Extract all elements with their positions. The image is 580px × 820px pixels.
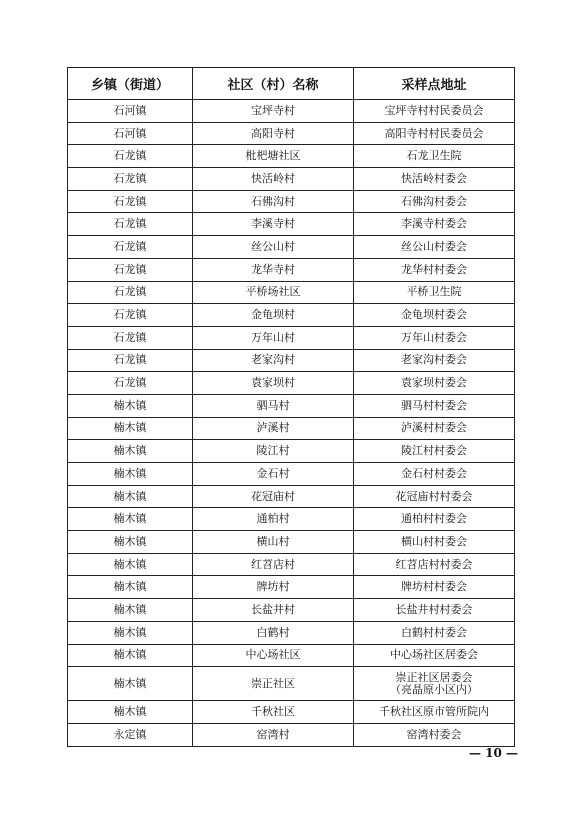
cell-town-text: 石河镇 <box>113 126 147 140</box>
cell-village-text: 长盐井村 <box>251 602 295 616</box>
cell-address-text: 丝公山村委会 <box>401 239 467 253</box>
cell-town <box>68 644 193 667</box>
cell-village-text: 李溪寺村 <box>251 217 295 231</box>
cell-address-text: 长盐井村村委会 <box>395 602 473 616</box>
table-row <box>68 304 515 327</box>
table-row <box>68 440 515 463</box>
cell-address-text: 牌坊村村委会 <box>401 580 467 594</box>
cell-address <box>354 145 515 168</box>
cell-village-text: 窑湾村 <box>256 727 290 741</box>
cell-town-text: 永定镇 <box>113 727 147 741</box>
cell-town-text: 石龙镇 <box>113 239 147 253</box>
table-row <box>68 145 515 168</box>
cell-village-text: 宝坪寺村 <box>251 103 295 117</box>
cell-town <box>68 168 193 191</box>
table-row <box>68 168 515 191</box>
cell-address-text: 崇正社区居委会 <box>395 670 473 684</box>
cell-village-text: 红苕店村 <box>251 557 295 571</box>
cell-village <box>193 145 354 168</box>
cell-town <box>68 440 193 463</box>
cell-village-text: 牌坊村 <box>256 580 290 594</box>
page-number: — 10 — <box>469 746 519 760</box>
cell-address <box>354 304 515 327</box>
cell-address <box>354 372 515 395</box>
cell-address-text: 老家沟村委会 <box>401 353 467 367</box>
table-row <box>68 621 515 644</box>
cell-town <box>68 508 193 531</box>
cell-town <box>68 190 193 213</box>
cell-address <box>354 723 515 746</box>
table-row <box>68 236 515 259</box>
cell-village <box>193 485 354 508</box>
cell-town <box>68 576 193 599</box>
cell-address-text: 花冠庙村村委会 <box>395 489 473 503</box>
table-row <box>68 644 515 667</box>
table-body <box>68 100 515 747</box>
cell-town <box>68 417 193 440</box>
cell-town-text: 楠木镇 <box>113 444 147 458</box>
cell-town-text: 楠木镇 <box>113 534 147 548</box>
table-row <box>68 100 515 123</box>
cell-address-text: 李溪寺村委会 <box>401 217 467 231</box>
table-row <box>68 485 515 508</box>
cell-address-text: 石龙卫生院 <box>406 149 462 163</box>
cell-town-text: 楠木镇 <box>113 421 147 435</box>
cell-village <box>193 553 354 576</box>
cell-address <box>354 621 515 644</box>
cell-address <box>354 440 515 463</box>
cell-address-text: 万年山村委会 <box>401 330 467 344</box>
cell-address <box>354 100 515 123</box>
cell-address <box>354 281 515 304</box>
cell-town-text: 楠木镇 <box>113 398 147 412</box>
cell-address <box>354 667 515 701</box>
cell-town-text: 楠木镇 <box>113 602 147 616</box>
cell-address-text: 金龟坝村委会 <box>401 308 467 322</box>
table-row <box>68 394 515 417</box>
cell-town-text: 石龙镇 <box>113 217 147 231</box>
cell-address-text: 快活岭村委会 <box>401 171 467 185</box>
cell-address <box>354 576 515 599</box>
table-row <box>68 531 515 554</box>
cell-village-text: 丝公山村 <box>251 239 295 253</box>
cell-address <box>354 258 515 281</box>
header-village: 社区（村）名称 <box>193 68 354 100</box>
cell-village-text: 万年山村 <box>251 330 295 344</box>
cell-town-text: 楠木镇 <box>113 466 147 480</box>
cell-town <box>68 100 193 123</box>
cell-village <box>193 667 354 701</box>
cell-address-line2: （亮晶原小区内） <box>390 682 478 696</box>
cell-village-text: 袁家坝村 <box>251 376 295 390</box>
cell-town-text: 楠木镇 <box>113 580 147 594</box>
cell-village-text: 陵江村 <box>256 444 290 458</box>
cell-address-text: 横山村村委会 <box>401 534 467 548</box>
cell-town-text: 石龙镇 <box>113 353 147 367</box>
cell-address-text: 宝坪寺村村民委员会 <box>384 103 484 117</box>
cell-village-text: 金石村 <box>256 466 290 480</box>
cell-address-text: 窑湾村委会 <box>406 727 462 741</box>
cell-town <box>68 463 193 486</box>
cell-address <box>354 236 515 259</box>
cell-town <box>68 372 193 395</box>
cell-village <box>193 508 354 531</box>
cell-address <box>354 168 515 191</box>
cell-village-text: 中心场社区 <box>245 648 301 662</box>
header-address: 采样点地址 <box>354 68 515 100</box>
cell-village <box>193 417 354 440</box>
cell-town-text: 楠木镇 <box>113 557 147 571</box>
cell-town-text: 石龙镇 <box>113 171 147 185</box>
table-row <box>68 463 515 486</box>
cell-village <box>193 100 354 123</box>
cell-village-text: 通柏村 <box>256 512 290 526</box>
cell-town <box>68 723 193 746</box>
cell-address <box>354 644 515 667</box>
cell-address-text: 千秋社区原市管所院内 <box>379 705 489 719</box>
cell-town-text: 楠木镇 <box>113 512 147 526</box>
cell-village <box>193 723 354 746</box>
cell-address <box>354 349 515 372</box>
cell-village <box>193 531 354 554</box>
table-row <box>68 349 515 372</box>
cell-village <box>193 599 354 622</box>
sampling-site-table <box>67 67 515 747</box>
cell-town-text: 楠木镇 <box>113 648 147 662</box>
table-row <box>68 372 515 395</box>
cell-village-text: 驷马村 <box>256 398 290 412</box>
cell-address <box>354 326 515 349</box>
cell-town <box>68 485 193 508</box>
cell-town <box>68 145 193 168</box>
cell-village <box>193 168 354 191</box>
cell-town-text: 石龙镇 <box>113 262 147 276</box>
cell-address <box>354 213 515 236</box>
cell-village-text: 白鹤村 <box>256 625 290 639</box>
table-row <box>68 281 515 304</box>
table-header-row <box>68 68 515 100</box>
cell-village-text: 石佛沟村 <box>251 194 295 208</box>
table-row <box>68 190 515 213</box>
cell-village-text: 花冠庙村 <box>251 489 295 503</box>
cell-address <box>354 485 515 508</box>
cell-address <box>354 417 515 440</box>
cell-address <box>354 531 515 554</box>
cell-town-text: 石龙镇 <box>113 149 147 163</box>
cell-village-text: 枇杷塘社区 <box>245 149 301 163</box>
table-row <box>68 667 515 701</box>
cell-address-text: 中心场社区居委会 <box>390 648 478 662</box>
table-row <box>68 417 515 440</box>
cell-village-text: 高阳寺村 <box>251 126 295 140</box>
cell-village <box>193 463 354 486</box>
table-row <box>68 258 515 281</box>
cell-address-text: 金石村村委会 <box>401 466 467 480</box>
cell-town <box>68 122 193 145</box>
cell-village <box>193 258 354 281</box>
table-row <box>68 723 515 746</box>
cell-address-text: 龙华村村委会 <box>401 262 467 276</box>
cell-address <box>354 463 515 486</box>
table-row <box>68 213 515 236</box>
cell-village-text: 老家沟村 <box>251 353 295 367</box>
cell-town <box>68 258 193 281</box>
cell-address-text: 石佛沟村委会 <box>401 194 467 208</box>
cell-town <box>68 553 193 576</box>
table-row <box>68 553 515 576</box>
cell-village <box>193 644 354 667</box>
cell-town-text: 楠木镇 <box>113 705 147 719</box>
header-town: 乡镇（街道） <box>68 68 193 100</box>
cell-village <box>193 576 354 599</box>
cell-address-text: 红苕店村村委会 <box>395 557 473 571</box>
sampling-site-table-container <box>67 67 514 747</box>
cell-address-text: 泸溪村村委会 <box>401 421 467 435</box>
cell-village <box>193 440 354 463</box>
cell-town <box>68 349 193 372</box>
table-row <box>68 508 515 531</box>
cell-town-text: 石河镇 <box>113 103 147 117</box>
table-row <box>68 599 515 622</box>
cell-village <box>193 326 354 349</box>
cell-village <box>193 122 354 145</box>
cell-village-text: 泸溪村 <box>256 421 290 435</box>
cell-address <box>354 599 515 622</box>
cell-village <box>193 701 354 724</box>
cell-town <box>68 701 193 724</box>
cell-village-text: 龙华寺村 <box>251 262 295 276</box>
cell-village-text: 平桥场社区 <box>245 285 301 299</box>
cell-village <box>193 372 354 395</box>
cell-town-text: 楠木镇 <box>113 489 147 503</box>
cell-town-text: 石龙镇 <box>113 330 147 344</box>
table-row <box>68 701 515 724</box>
cell-address-text: 驷马村村委会 <box>401 398 467 412</box>
cell-town <box>68 281 193 304</box>
cell-address-text: 通柏村村委会 <box>401 512 467 526</box>
cell-town-text: 楠木镇 <box>113 625 147 639</box>
cell-town <box>68 304 193 327</box>
cell-village <box>193 190 354 213</box>
cell-village <box>193 236 354 259</box>
cell-address <box>354 701 515 724</box>
cell-village-text: 崇正社区 <box>251 676 295 690</box>
cell-town <box>68 213 193 236</box>
cell-village <box>193 349 354 372</box>
cell-address-text: 白鹤村村委会 <box>401 625 467 639</box>
cell-town <box>68 236 193 259</box>
table-row <box>68 576 515 599</box>
cell-town-text: 石龙镇 <box>113 376 147 390</box>
cell-address-text: 平桥卫生院 <box>406 285 462 299</box>
cell-town-text: 楠木镇 <box>113 676 147 690</box>
cell-address-text: 袁家坝村委会 <box>401 376 467 390</box>
cell-village <box>193 213 354 236</box>
table-row <box>68 326 515 349</box>
cell-village-text: 金龟坝村 <box>251 308 295 322</box>
cell-town <box>68 667 193 701</box>
cell-town <box>68 394 193 417</box>
cell-village <box>193 281 354 304</box>
cell-address <box>354 190 515 213</box>
cell-village <box>193 621 354 644</box>
cell-town <box>68 621 193 644</box>
cell-address-text: 陵江村村委会 <box>401 444 467 458</box>
cell-town-text: 石龙镇 <box>113 308 147 322</box>
cell-town <box>68 599 193 622</box>
cell-town <box>68 326 193 349</box>
table-row <box>68 122 515 145</box>
cell-town-text: 石龙镇 <box>113 285 147 299</box>
cell-address-text: 高阳寺村村民委员会 <box>384 126 484 140</box>
cell-village-text: 千秋社区 <box>251 705 295 719</box>
cell-address <box>354 553 515 576</box>
cell-village-text: 横山村 <box>256 534 290 548</box>
cell-village-text: 快活岭村 <box>251 171 295 185</box>
cell-town-text: 石龙镇 <box>113 194 147 208</box>
cell-address <box>354 394 515 417</box>
cell-village <box>193 394 354 417</box>
cell-address <box>354 122 515 145</box>
cell-town <box>68 531 193 554</box>
cell-village <box>193 304 354 327</box>
cell-address <box>354 508 515 531</box>
